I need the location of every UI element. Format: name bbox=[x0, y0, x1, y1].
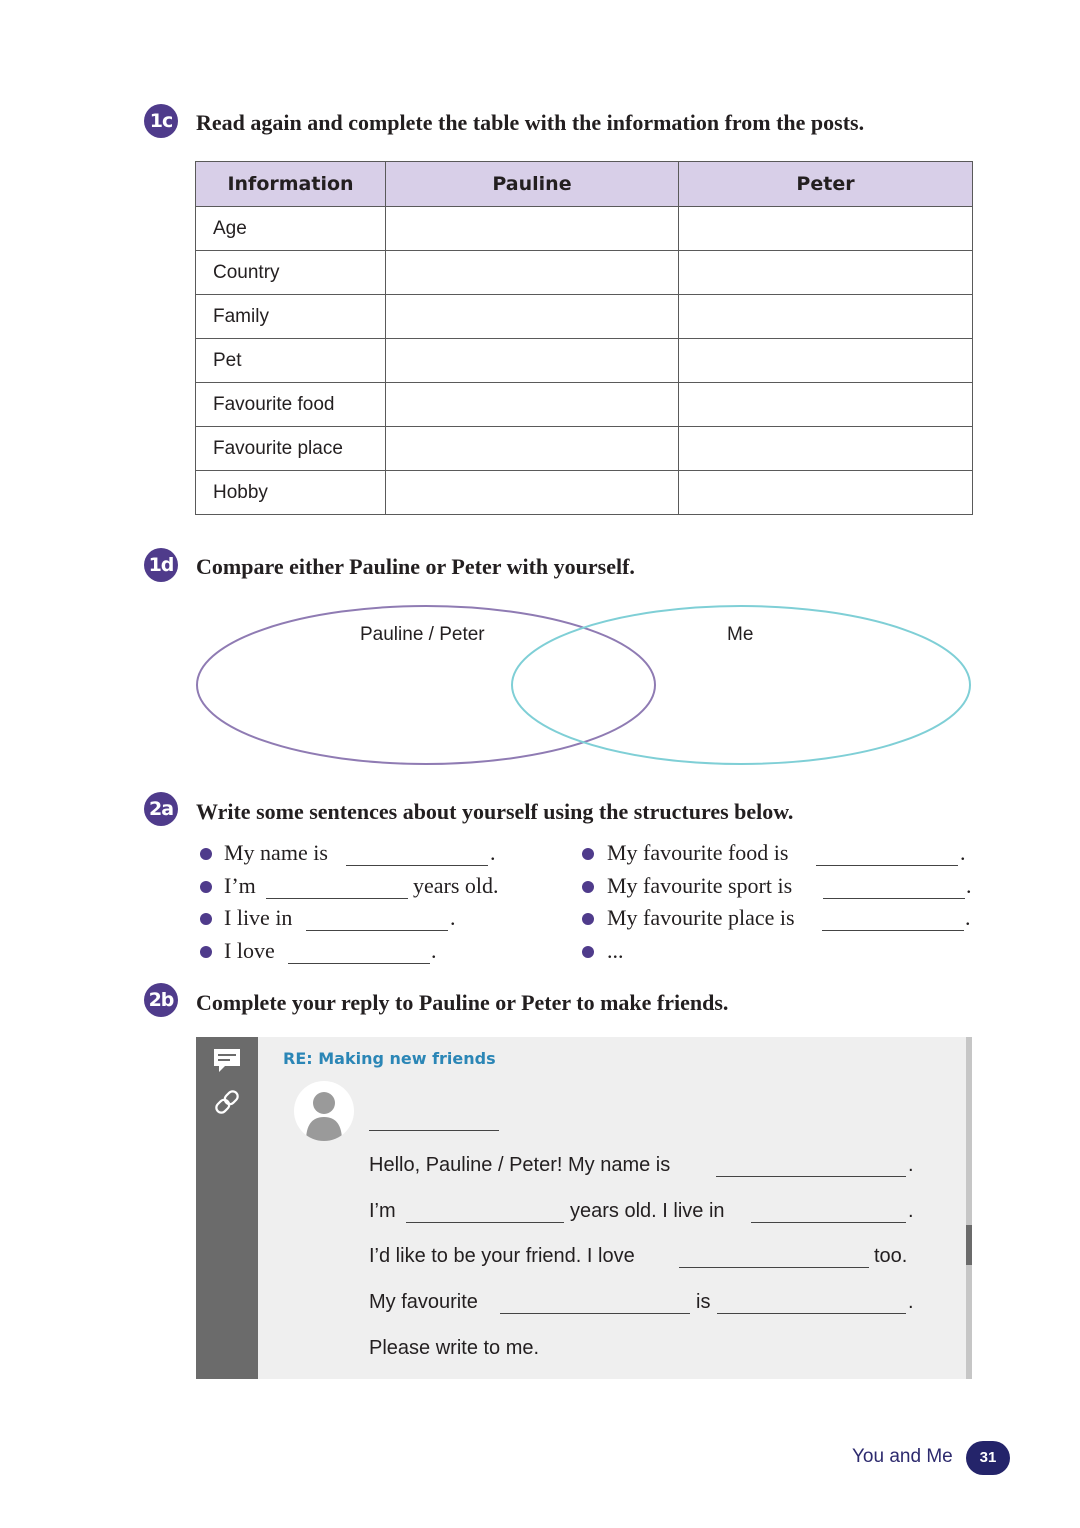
answer-blank[interactable] bbox=[346, 865, 488, 866]
section-badge-2b: 2b bbox=[144, 983, 178, 1017]
scrollbar-thumb[interactable] bbox=[966, 1225, 972, 1265]
row-label: Family bbox=[196, 295, 386, 339]
answer-blank[interactable] bbox=[306, 930, 448, 931]
venn-label-pauline-peter: Pauline / Peter bbox=[360, 624, 485, 645]
pauline-cell[interactable] bbox=[386, 471, 679, 515]
instruction-1c: Read again and complete the table with the information from the posts. bbox=[196, 110, 865, 135]
bullet-dot bbox=[582, 881, 594, 893]
structure-text: My name is bbox=[224, 840, 328, 865]
reply-line-4-text: My favourite bbox=[369, 1291, 478, 1313]
bullet-dot bbox=[200, 913, 212, 925]
structure-end: . bbox=[450, 905, 456, 930]
answer-blank[interactable] bbox=[823, 898, 965, 899]
pauline-cell[interactable] bbox=[386, 295, 679, 339]
answer-blank[interactable] bbox=[266, 898, 408, 899]
bullet-dot bbox=[582, 946, 594, 958]
venn-diagram bbox=[190, 600, 980, 775]
peter-cell[interactable] bbox=[679, 427, 973, 471]
structure-text: My favourite sport is bbox=[607, 873, 793, 898]
section-badge-1d: 1d bbox=[144, 548, 178, 582]
header-pauline: Pauline bbox=[386, 162, 679, 207]
structure-text: My favourite place is bbox=[607, 905, 795, 930]
bullet-dot bbox=[582, 913, 594, 925]
section-badge-1c: 1c bbox=[144, 104, 178, 138]
structure-ellipsis: ... bbox=[607, 938, 624, 963]
reply-line-2-middle: years old. I live in bbox=[570, 1200, 725, 1222]
reply-line-1-end: . bbox=[908, 1154, 914, 1176]
table-row bbox=[196, 427, 973, 471]
peter-cell[interactable] bbox=[679, 251, 973, 295]
table-row bbox=[196, 471, 973, 515]
answer-blank[interactable] bbox=[816, 865, 958, 866]
reply-post-panel bbox=[196, 1037, 972, 1379]
row-label: Hobby bbox=[196, 471, 386, 515]
reply-line-3-text: I’d like to be your friend. I love bbox=[369, 1245, 635, 1267]
table-row bbox=[196, 295, 973, 339]
comment-icon[interactable] bbox=[212, 1047, 242, 1075]
structure-text: I live in bbox=[224, 905, 293, 930]
instruction-2a: Write some sentences about yourself using the structures below. bbox=[196, 799, 794, 824]
peter-cell[interactable] bbox=[679, 207, 973, 251]
row-label: Pet bbox=[196, 339, 386, 383]
pauline-cell[interactable] bbox=[386, 383, 679, 427]
reply-line-1-text: Hello, Pauline / Peter! My name is bbox=[369, 1154, 671, 1176]
reply-line-3-end: too. bbox=[874, 1245, 908, 1267]
peter-cell[interactable] bbox=[679, 339, 973, 383]
bullet-dot bbox=[200, 881, 212, 893]
structure-end: . bbox=[960, 840, 966, 865]
answer-blank[interactable] bbox=[751, 1222, 906, 1223]
row-label: Favourite place bbox=[196, 427, 386, 471]
table-row bbox=[196, 339, 973, 383]
link-icon[interactable] bbox=[212, 1087, 242, 1117]
instruction-1d: Compare either Pauline or Peter with yourself. bbox=[196, 554, 635, 579]
answer-blank[interactable] bbox=[716, 1176, 906, 1177]
structure-text: My favourite food is bbox=[607, 840, 789, 865]
page-number-badge: 31 bbox=[966, 1441, 1010, 1475]
post-subject: RE: Making new friends bbox=[283, 1049, 496, 1068]
bullet-dot bbox=[582, 848, 594, 860]
name-blank[interactable] bbox=[369, 1130, 499, 1131]
table-row bbox=[196, 207, 973, 251]
header-information: Information bbox=[196, 162, 386, 207]
scrollbar-track[interactable] bbox=[966, 1037, 972, 1379]
answer-blank[interactable] bbox=[288, 963, 430, 964]
peter-cell[interactable] bbox=[679, 383, 973, 427]
bullet-dot bbox=[200, 946, 212, 958]
answer-blank[interactable] bbox=[500, 1313, 690, 1314]
row-label: Age bbox=[196, 207, 386, 251]
structure-end: . bbox=[966, 873, 972, 898]
structure-text: I’m bbox=[224, 873, 256, 898]
peter-cell[interactable] bbox=[679, 295, 973, 339]
row-label: Country bbox=[196, 251, 386, 295]
pauline-cell[interactable] bbox=[386, 207, 679, 251]
reply-line-4-end: . bbox=[908, 1291, 914, 1313]
pauline-cell[interactable] bbox=[386, 427, 679, 471]
pauline-cell[interactable] bbox=[386, 339, 679, 383]
answer-blank[interactable] bbox=[717, 1313, 906, 1314]
header-peter: Peter bbox=[679, 162, 973, 207]
pauline-cell[interactable] bbox=[386, 251, 679, 295]
reply-line-2-text: I’m bbox=[369, 1200, 396, 1222]
reply-line-4-middle: is bbox=[696, 1291, 711, 1313]
venn-label-me: Me bbox=[727, 624, 754, 645]
section-badge-2a: 2a bbox=[144, 792, 178, 826]
table-header-row bbox=[196, 162, 973, 207]
instruction-2b: Complete your reply to Pauline or Peter to make friends. bbox=[196, 990, 729, 1015]
structure-end: years old. bbox=[413, 873, 499, 898]
answer-blank[interactable] bbox=[679, 1267, 869, 1268]
peter-cell[interactable] bbox=[679, 471, 973, 515]
reply-sidebar bbox=[196, 1037, 258, 1379]
row-label: Favourite food bbox=[196, 383, 386, 427]
answer-blank[interactable] bbox=[822, 930, 964, 931]
information-table bbox=[195, 161, 973, 515]
avatar-icon bbox=[294, 1081, 354, 1141]
structure-end: . bbox=[431, 938, 437, 963]
answer-blank[interactable] bbox=[406, 1222, 564, 1223]
structure-end: . bbox=[490, 840, 496, 865]
structure-end: . bbox=[965, 905, 971, 930]
reply-line-2-end: . bbox=[908, 1200, 914, 1222]
reply-line-5-text: Please write to me. bbox=[369, 1337, 540, 1359]
table-row bbox=[196, 251, 973, 295]
bullet-dot bbox=[200, 848, 212, 860]
table-row bbox=[196, 383, 973, 427]
structure-text: I love bbox=[224, 938, 275, 963]
footer-unit-title: You and Me bbox=[852, 1446, 953, 1467]
